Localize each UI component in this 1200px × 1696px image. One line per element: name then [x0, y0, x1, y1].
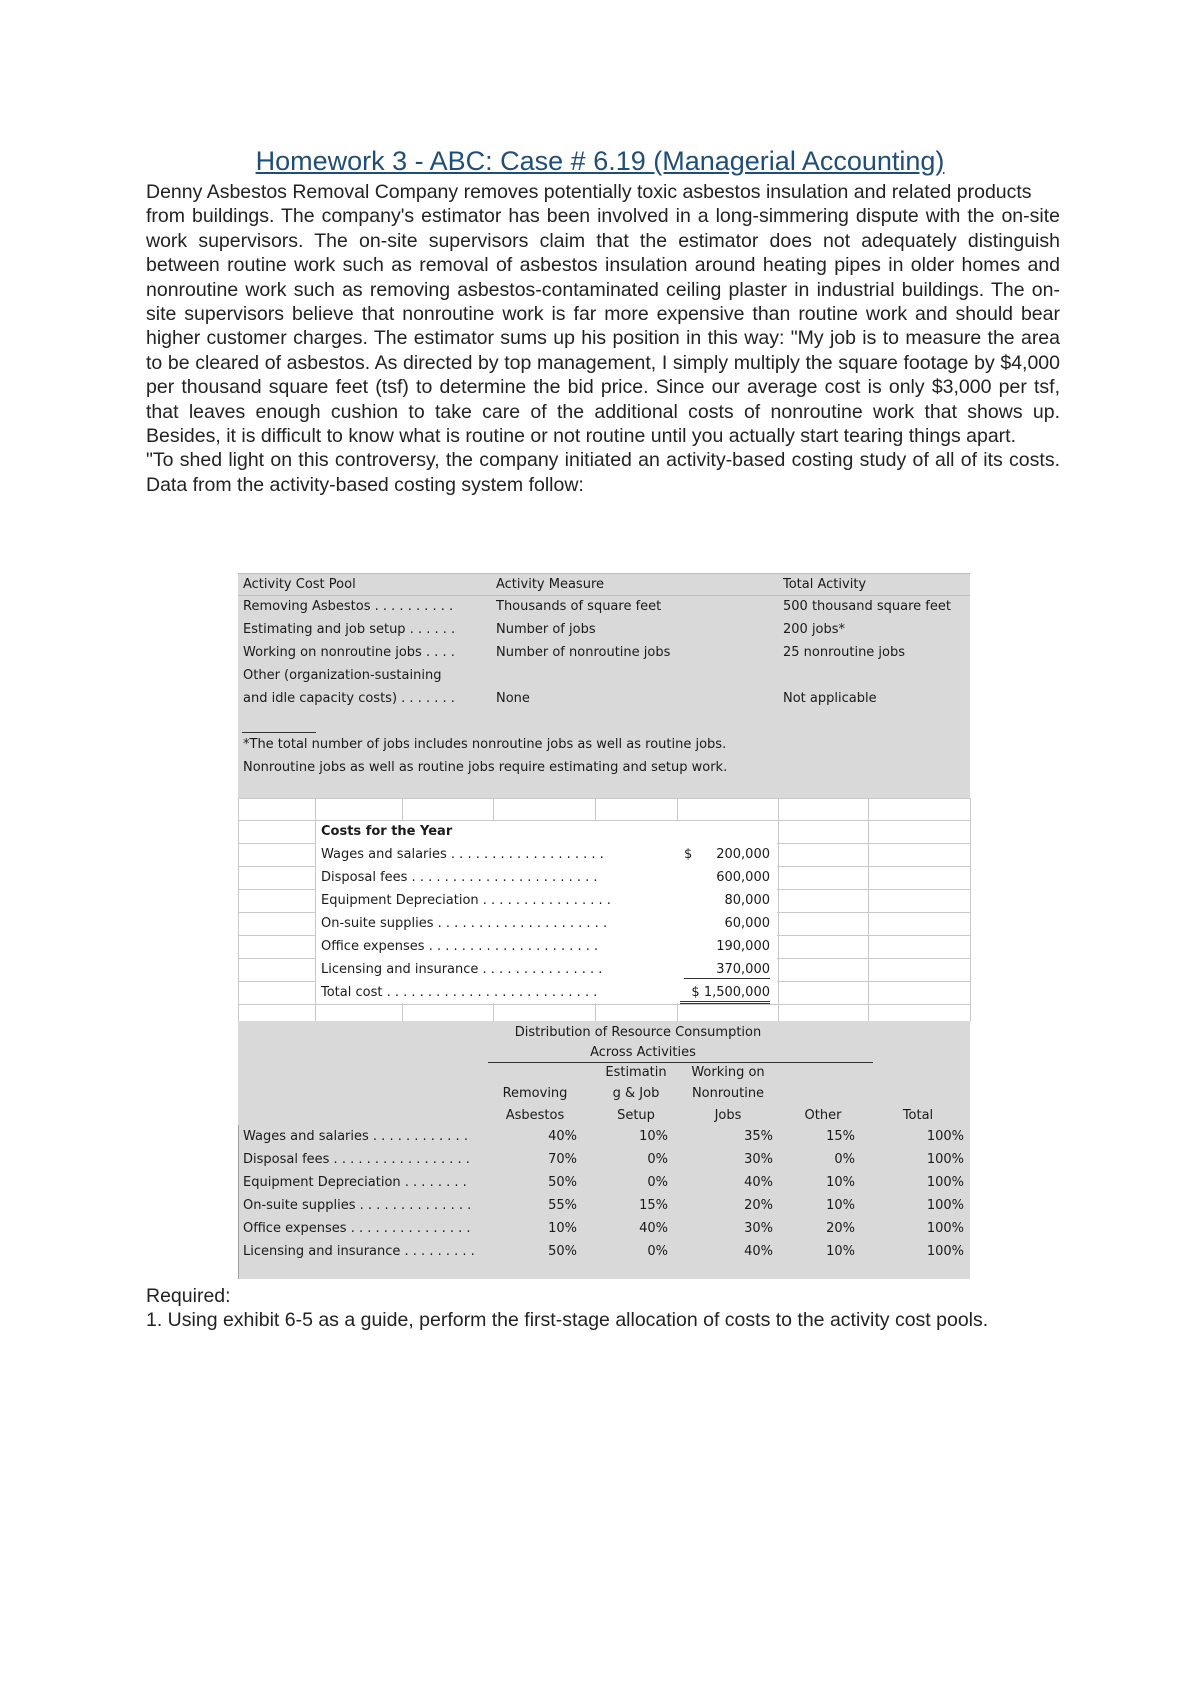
pool-estimating: Estimating and job setup . . . . . .	[243, 622, 456, 637]
total-other: Not applicable	[783, 691, 877, 706]
exhibit-image	[238, 573, 970, 1279]
dist-office-other: 20%	[826, 1221, 855, 1236]
col-working-3: Jobs	[714, 1108, 742, 1123]
dist-disposal-other: 0%	[834, 1152, 855, 1167]
dist-wages-other: 15%	[826, 1129, 855, 1144]
dist-label-wages: Wages and salaries . . . . . . . . . . . .	[243, 1129, 468, 1144]
costs-title: Costs for the Year	[321, 824, 453, 839]
pool-other-line1: Other (organization-sustaining	[243, 668, 442, 683]
cost-label-supplies: On-suite supplies . . . . . . . . . . . . . . . . . . . . .	[321, 916, 608, 931]
cost-label-total: Total cost . . . . . . . . . . . . . . . . . . . . . . . . . .	[321, 985, 598, 1000]
dist-wages-working: 35%	[744, 1129, 773, 1144]
col-total: Total	[902, 1108, 934, 1123]
dist-equipment-working: 40%	[744, 1175, 773, 1190]
header-activity-measure: Activity Measure	[496, 577, 604, 592]
pool-nonroutine: Working on nonroutine jobs . . . .	[243, 645, 455, 660]
dist-licensing-total: 100%	[926, 1244, 964, 1259]
cost-amount-total: $ 1,500,000	[680, 985, 770, 1004]
cost-dollar-sign: $	[684, 847, 693, 862]
distribution-table	[238, 1021, 970, 1279]
dist-supplies-other: 10%	[826, 1198, 855, 1213]
dist-wages-removing: 40%	[548, 1129, 577, 1144]
intro-paragraph-2: from buildings. The company's estimator has been involved in a long-simmering dispute with the on-site work supervisors. The on-site supervisors claim that the estimator does not adequately distinguish between routine work such as removal of asbestos insulation around heating pipes in older homes and nonroutine work such as removing asbestos-contaminated ceiling plaster in industrial buildings. The on-site supervisors believe that nonroutine work is far more expensive than routine work and should bear higher customer charges. The estimator sums up his position in this way: "My job is to measure the area to be cleared of asbestos. As directed by top management, I simply multiply the square footage by $4,000 per thousand square feet (tsf) to determine the bid price. Since our average cost is only $3,000 per tsf, that leaves enough cushion to take care of the additional costs of nonroutine work that shows up. Besides, it is difficult to know what is routine or not routine until you actually start tearing things apart.	[146, 205, 1060, 448]
cost-amount-licensing: 370,000	[684, 962, 770, 979]
dist-label-office: Office expenses . . . . . . . . . . . . . . .	[243, 1221, 471, 1236]
dist-disposal-working: 30%	[744, 1152, 773, 1167]
dist-licensing-other: 10%	[826, 1244, 855, 1259]
distribution-title-1: Distribution of Resource Consumption	[514, 1025, 762, 1040]
dist-supplies-working: 20%	[744, 1198, 773, 1213]
cost-label-disposal: Disposal fees . . . . . . . . . . . . . . . . . . . . . . .	[321, 870, 598, 885]
dist-licensing-estimating: 0%	[647, 1244, 668, 1259]
footnote-line-2: Nonroutine jobs as well as routine jobs require estimating and setup work.	[243, 760, 728, 775]
pool-removing-asbestos: Removing Asbestos . . . . . . . . . .	[243, 599, 454, 614]
activity-table	[238, 573, 970, 798]
col-working-2: Nonroutine	[691, 1086, 765, 1101]
total-estimating: 200 jobs*	[783, 622, 846, 637]
case-description	[146, 180, 1060, 497]
cost-label-licensing: Licensing and insurance . . . . . . . . . . . . . . .	[321, 962, 603, 977]
costs-table	[238, 798, 971, 1021]
dist-office-removing: 10%	[548, 1221, 577, 1236]
page-title: Homework 3 - ABC: Case # 6.19 (Managerial Accounting)	[255, 146, 945, 176]
cost-amount-office: 190,000	[716, 939, 770, 954]
col-removing-2: Asbestos	[505, 1108, 565, 1123]
dist-label-supplies: On-suite supplies . . . . . . . . . . . . . .	[243, 1198, 472, 1213]
header-total-activity: Total Activity	[783, 577, 867, 592]
cost-label-equipment: Equipment Depreciation . . . . . . . . . . . . . . . .	[321, 893, 611, 908]
footnote-line-1: *The total number of jobs includes nonroutine jobs as well as routine jobs.	[243, 737, 727, 752]
col-estimating-2: g & Job	[612, 1086, 660, 1101]
distribution-title-rule	[488, 1062, 873, 1063]
header-activity-cost-pool: Activity Cost Pool	[243, 577, 356, 592]
intro-paragraph-3: "To shed light on this controversy, the company initiated an activity-based costing study of all of its costs. Data from the activity-based costing system follow:	[146, 449, 1060, 496]
dist-equipment-estimating: 0%	[647, 1175, 668, 1190]
dist-licensing-removing: 50%	[548, 1244, 577, 1259]
measure-nonroutine: Number of nonroutine jobs	[496, 645, 671, 660]
cost-label-office: Office expenses . . . . . . . . . . . . . . . . . . . . .	[321, 939, 599, 954]
dist-disposal-total: 100%	[926, 1152, 964, 1167]
dist-supplies-removing: 55%	[548, 1198, 577, 1213]
dist-label-equipment: Equipment Depreciation . . . . . . . .	[243, 1175, 467, 1190]
col-estimating-1: Estimatin	[605, 1065, 667, 1080]
dist-licensing-working: 40%	[744, 1244, 773, 1259]
dist-equipment-other: 10%	[826, 1175, 855, 1190]
dist-disposal-removing: 70%	[548, 1152, 577, 1167]
dist-supplies-total: 100%	[926, 1198, 964, 1213]
total-removing-asbestos: 500 thousand square feet	[783, 599, 951, 614]
intro-paragraph-1: Denny Asbestos Removal Company removes potentially toxic asbestos insulation and related products	[146, 181, 1032, 203]
footnote-rule	[242, 732, 316, 733]
dist-wages-total: 100%	[926, 1129, 964, 1144]
dist-label-disposal: Disposal fees . . . . . . . . . . . . . . . . .	[243, 1152, 470, 1167]
col-removing-1: Removing	[502, 1086, 568, 1101]
required-heading: Required:	[146, 1285, 231, 1307]
cost-label-wages: Wages and salaries . . . . . . . . . . . . . . . . . . .	[321, 847, 604, 862]
measure-estimating: Number of jobs	[496, 622, 596, 637]
total-nonroutine: 25 nonroutine jobs	[783, 645, 906, 660]
measure-removing-asbestos: Thousands of square feet	[496, 599, 662, 614]
dist-wages-estimating: 10%	[639, 1129, 668, 1144]
dist-disposal-estimating: 0%	[647, 1152, 668, 1167]
dist-supplies-estimating: 15%	[639, 1198, 668, 1213]
required-section	[146, 1284, 1060, 1333]
dist-equipment-total: 100%	[926, 1175, 964, 1190]
distribution-title-2: Across Activities	[590, 1045, 696, 1060]
dist-office-estimating: 40%	[639, 1221, 668, 1236]
cost-amount-disposal: 600,000	[716, 870, 770, 885]
cost-amount-supplies: 60,000	[724, 916, 770, 931]
required-item-1: 1. Using exhibit 6-5 as a guide, perform the first-stage allocation of costs to the activity cost pools.	[146, 1309, 989, 1332]
col-working-1: Working on	[691, 1065, 765, 1080]
col-other: Other	[804, 1108, 842, 1123]
cost-amount-equipment: 80,000	[724, 893, 770, 908]
cost-amount-wages: 200,000	[716, 847, 770, 862]
measure-other: None	[496, 691, 530, 706]
dist-equipment-removing: 50%	[548, 1175, 577, 1190]
dist-office-working: 30%	[744, 1221, 773, 1236]
dist-label-licensing: Licensing and insurance . . . . . . . . .	[243, 1244, 475, 1259]
pool-other-line2: and idle capacity costs) . . . . . . .	[243, 691, 455, 706]
col-estimating-3: Setup	[617, 1108, 655, 1123]
dist-office-total: 100%	[926, 1221, 964, 1236]
